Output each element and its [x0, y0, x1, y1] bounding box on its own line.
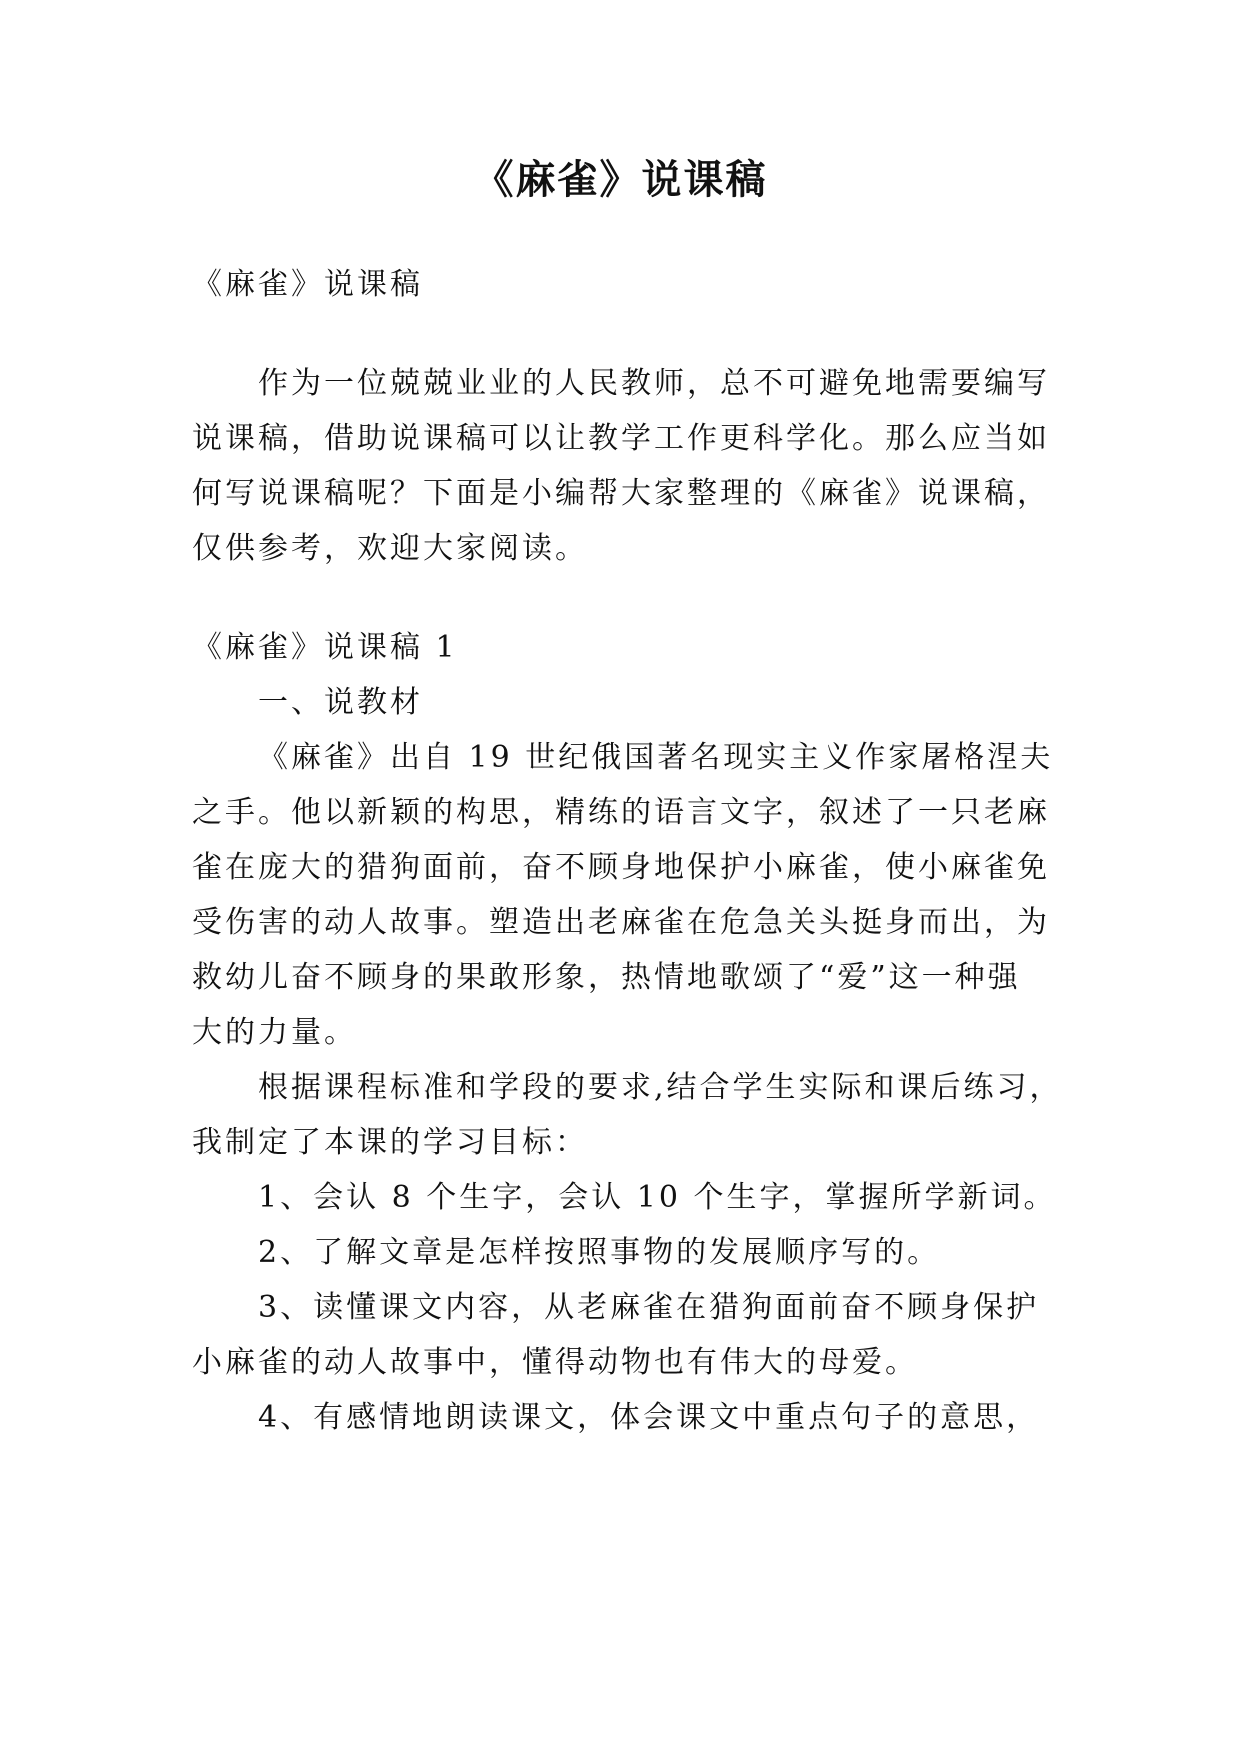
intro-line-1: 作为一位兢兢业业的人民教师，总不可避免地需要编写 [258, 366, 1050, 401]
goal-1: 1、会认 8 个生字，会认 10 个生字，掌握所学新词。 [258, 1180, 1057, 1215]
para-1-line-1: 《麻雀》出自 19 世纪俄国著名现实主义作家屠格涅夫 [258, 740, 1054, 775]
para-1-line-6: 大的力量。 [192, 1015, 357, 1050]
para-2-line-1: 根据课程标准和学段的要求,结合学生实际和课后练习， [258, 1070, 1063, 1105]
goal-4-line-1: 4、有感情地朗读课文，体会课文中重点句子的意思， [258, 1400, 1040, 1435]
goal-3-line-1: 3、读懂课文内容，从老麻雀在猎狗面前奋不顾身保护 [258, 1290, 1040, 1325]
intro-line-2: 说课稿，借助说课稿可以让教学工作更科学化。那么应当如 [192, 421, 1050, 456]
subtitle: 《麻雀》说课稿 [192, 267, 423, 302]
section-title: 《麻雀》说课稿 1 [192, 630, 458, 665]
intro-line-4: 仅供参考，欢迎大家阅读。 [192, 531, 588, 566]
para-1-line-2: 之手。他以新颖的构思，精练的语言文字，叙述了一只老麻 [192, 795, 1050, 830]
para-2-line-2: 我制定了本课的学习目标： [192, 1125, 588, 1160]
document-title: 《麻雀》说课稿 [473, 157, 768, 203]
para-1-line-4: 受伤害的动人故事。塑造出老麻雀在危急关头挺身而出，为 [192, 905, 1050, 940]
goal-2: 2、了解文章是怎样按照事物的发展顺序写的。 [258, 1235, 941, 1270]
para-1-line-3: 雀在庞大的猎狗面前，奋不顾身地保护小麻雀，使小麻雀免 [192, 850, 1050, 885]
intro-line-3: 何写说课稿呢？下面是小编帮大家整理的《麻雀》说课稿， [192, 476, 1050, 511]
heading-1: 一、说教材 [258, 685, 423, 720]
goal-3-line-2: 小麻雀的动人故事中，懂得动物也有伟大的母爱。 [192, 1345, 918, 1380]
para-1-line-5: 救幼儿奋不顾身的果敢形象，热情地歌颂了“爱”这一种强 [192, 960, 1021, 995]
